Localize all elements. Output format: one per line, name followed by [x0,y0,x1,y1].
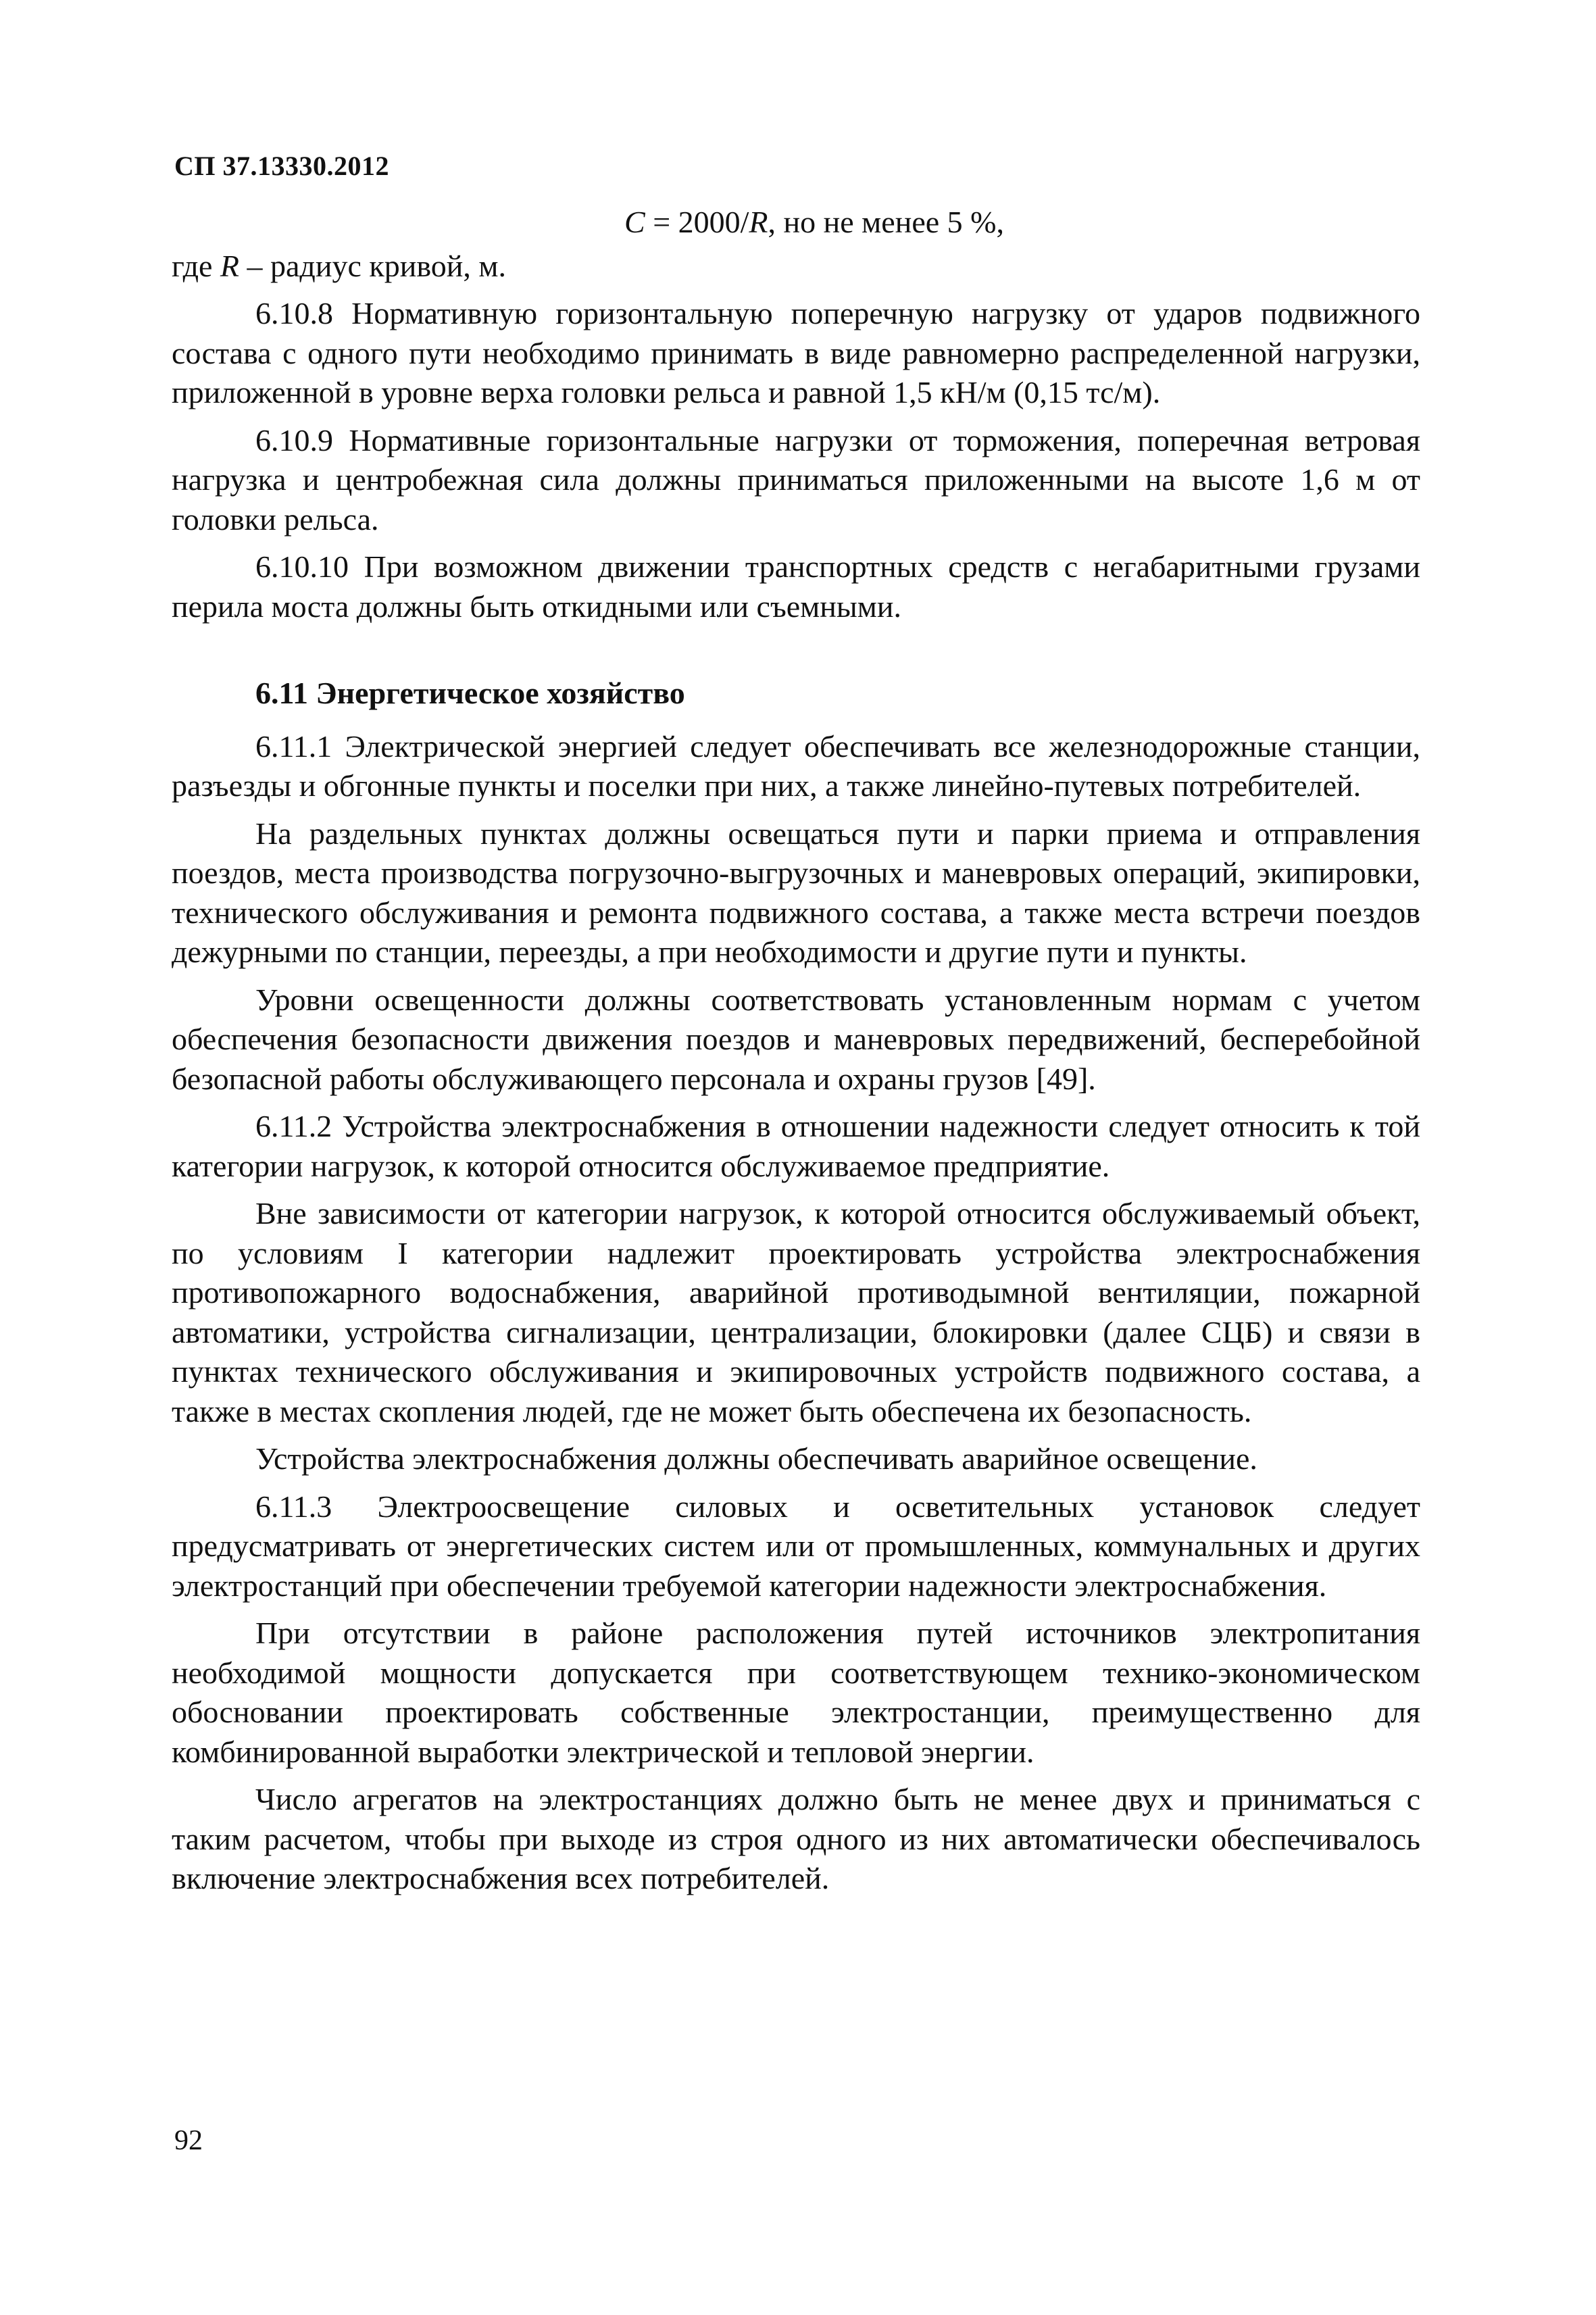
paragraph-6-11-1: 6.11.1 Электрической энергией следует обеспечивать все железнодорожные станции, разъезды и обгонные пункты и поселки при них, а также линейно-путевых потребителей. [172,728,1420,803]
paragraph-category-one: Вне зависимости от категории нагрузок, к которой относится обслуживаемый объект, по условиям I категории надлежит проектировать устройства электроснабжения противопожарного водоснабжения, аварийной противодымной вентиляции, пожарной автоматики, устройства сигнализации, централизации, блокировки (далее СЦБ) и связи в пунктах технического обслуживания и экипировочных устройств подвижного состава, а также в местах скопления людей, где не может быть обеспечена их безопасность. [172,1196,1420,1428]
section-heading: 6.11 Энергетическое хозяйство [255,676,685,710]
paragraph-emergency-lighting: Устройства электроснабжения должны обеспечивать аварийное освещение. [255,1441,1257,1476]
paragraph-generator-count: Число агрегатов на электростанциях должно быть не менее двух и приниматься с таким расчетом, чтобы при выходе из строя одного из них автоматически обеспечивалось включение электроснабжения всех потребителей. [172,1782,1420,1895]
where-var: R [220,248,240,283]
document-body [172,203,1420,1899]
paragraph-6-10-10: 6.10.10 При возможном движении транспортных средств с негабаритными грузами перила моста должны быть откидными или съемными. [172,549,1420,624]
paragraph-lighting: На раздельных пунктах должны освещаться пути и парки приема и отправления поездов, места производства погрузочно-выгрузочных и маневровых операций, экипировки, технического обслуживания и ремонта подвижного состава, а также места встречи поездов дежурными по станции, переезды, а при необходимости и другие пути и пункты. [172,816,1420,969]
where-prefix: где [172,248,220,283]
paragraph-6-10-9: 6.10.9 Нормативные горизонтальные нагрузки от торможения, поперечная ветровая нагрузка и центробежная сила должны приниматься приложенными на высоте 1,6 м от головки рельса. [172,422,1420,537]
paragraph-illumination-levels: Уровни освещенности должны соответствовать установленным нормам с учетом обеспечения безопасности движения поездов и маневровых передвижений, бесперебойной безопасной работы обслуживающего персонала и охраны грузов [49]. [172,982,1420,1096]
formula-equals: = 2000/ [645,205,749,239]
paragraph-6-11-2: 6.11.2 Устройства электроснабжения в отношении надежности следует относить к той категории нагрузок, к которой относится обслуживаемое предприятие. [172,1109,1420,1183]
paragraph-own-power-plants: При отсутствии в районе расположения путей источников электропитания необходимой мощности допускается при соответствующем технико-экономическом обосновании проектировать собственные электростанции, преимущественно для комбинированной выработки электрической и тепловой энергии. [172,1616,1420,1769]
formula-line [172,203,1420,243]
where-line [172,247,1420,287]
formula-rest: , но не менее 5 %, [768,205,1004,239]
where-rest: – радиус кривой, м. [239,248,506,283]
formula-var: R [749,205,768,239]
paragraph-6-11-3: 6.11.3 Электроосвещение силовых и осветительных установок следует предусматривать от энергетических систем или от промышленных, коммунальных и других электростанций при обеспечении требуемой категории надежности электроснабжения. [172,1489,1420,1603]
page-number: 92 [174,2125,203,2156]
formula-lhs: C [624,205,645,239]
document-code: СП 37.13330.2012 [174,151,389,181]
paragraph-6-10-8: 6.10.8 Нормативную горизонтальную поперечную нагрузку от ударов подвижного состава с одного пути необходимо принимать в виде равномерно распределенной нагрузки, приложенной в уровне верха головки рельса и равной 1,5 кН/м (0,15 тс/м). [172,296,1420,409]
